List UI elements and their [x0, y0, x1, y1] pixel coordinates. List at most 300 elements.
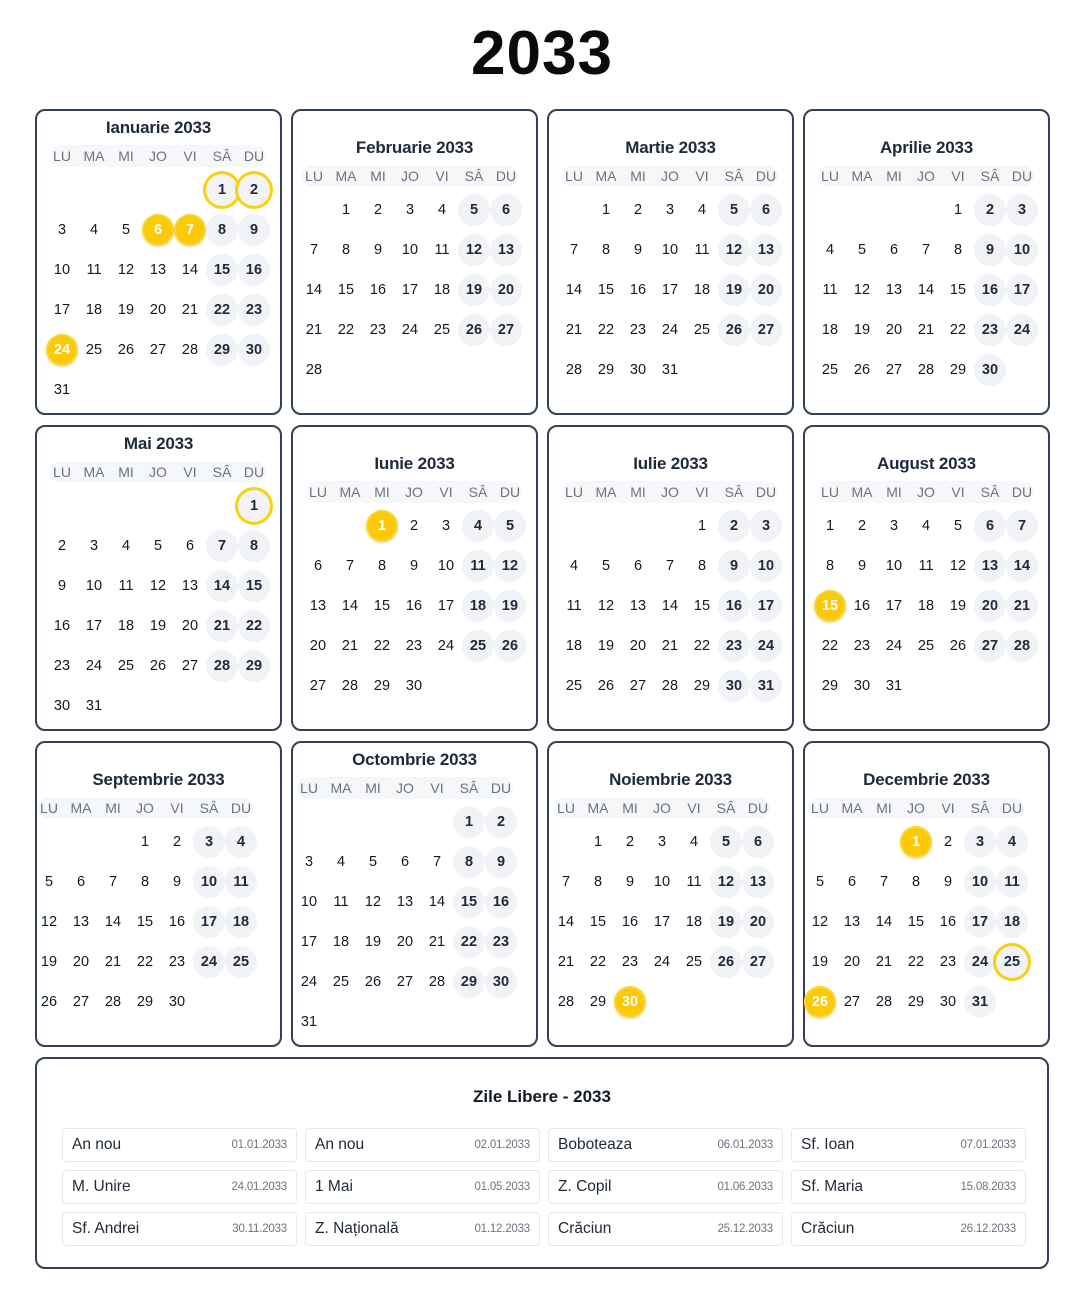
- day-cell[interactable]: 22: [589, 954, 607, 970]
- day-cell[interactable]: 18: [565, 638, 583, 654]
- day-cell[interactable]: 3: [441, 518, 451, 534]
- weekend-day-cell[interactable]: 13: [974, 550, 1006, 582]
- weekend-day-cell[interactable]: 19: [710, 906, 742, 938]
- day-cell[interactable]: 7: [665, 558, 675, 574]
- day-cell[interactable]: 3: [665, 202, 675, 218]
- weekend-day-cell[interactable]: 17: [750, 590, 782, 622]
- day-cell[interactable]: 4: [121, 538, 131, 554]
- day-cell[interactable]: 12: [949, 558, 967, 574]
- day-cell[interactable]: 18: [821, 322, 839, 338]
- day-cell[interactable]: 5: [44, 874, 54, 890]
- day-cell[interactable]: 11: [686, 874, 702, 890]
- weekend-day-cell[interactable]: 17: [964, 906, 996, 938]
- weekend-day-cell[interactable]: 29: [238, 650, 270, 682]
- weekend-day-cell[interactable]: 29: [206, 334, 238, 366]
- day-cell[interactable]: 25: [433, 322, 451, 338]
- day-cell[interactable]: 5: [857, 242, 867, 258]
- day-cell[interactable]: 11: [918, 558, 934, 574]
- day-cell[interactable]: 18: [85, 302, 103, 318]
- day-cell[interactable]: 28: [428, 974, 446, 990]
- day-cell[interactable]: 26: [149, 658, 167, 674]
- day-cell[interactable]: 21: [428, 934, 446, 950]
- day-cell[interactable]: 2: [633, 202, 643, 218]
- day-cell[interactable]: 22: [136, 954, 154, 970]
- day-cell[interactable]: 19: [364, 934, 382, 950]
- weekend-day-cell[interactable]: 10: [193, 866, 225, 898]
- day-cell[interactable]: 13: [843, 914, 861, 930]
- day-cell[interactable]: 22: [373, 638, 391, 654]
- holiday-day-cell[interactable]: 1: [238, 490, 270, 522]
- day-cell[interactable]: 31: [85, 698, 103, 714]
- day-cell[interactable]: 17: [401, 282, 419, 298]
- day-cell[interactable]: 27: [149, 342, 167, 358]
- weekend-day-cell[interactable]: 26: [718, 314, 750, 346]
- day-cell[interactable]: 26: [40, 994, 58, 1010]
- day-cell[interactable]: 22: [949, 322, 967, 338]
- day-cell[interactable]: 17: [653, 914, 671, 930]
- weekend-day-cell[interactable]: 15: [453, 886, 485, 918]
- day-cell[interactable]: 21: [181, 302, 199, 318]
- day-cell[interactable]: 5: [815, 874, 825, 890]
- weekend-day-cell[interactable]: 22: [238, 610, 270, 642]
- weekend-day-cell[interactable]: 20: [490, 274, 522, 306]
- weekend-day-cell[interactable]: 12: [710, 866, 742, 898]
- day-cell[interactable]: 10: [300, 894, 318, 910]
- weekend-day-cell[interactable]: 27: [490, 314, 522, 346]
- weekend-day-cell[interactable]: 4: [996, 826, 1028, 858]
- weekend-day-cell[interactable]: 13: [490, 234, 522, 266]
- weekend-day-cell[interactable]: 11: [462, 550, 494, 582]
- day-cell[interactable]: 15: [907, 914, 925, 930]
- day-cell[interactable]: 30: [853, 678, 871, 694]
- weekend-day-cell[interactable]: 28: [1006, 630, 1038, 662]
- holiday-day-cell[interactable]: 2: [238, 174, 270, 206]
- day-cell[interactable]: 31: [53, 382, 71, 398]
- weekend-day-cell[interactable]: 6: [974, 510, 1006, 542]
- weekend-day-cell[interactable]: 24: [1006, 314, 1038, 346]
- day-cell[interactable]: 14: [181, 262, 199, 278]
- day-cell[interactable]: 28: [305, 362, 323, 378]
- weekend-day-cell[interactable]: 3: [1006, 194, 1038, 226]
- day-cell[interactable]: 29: [373, 678, 391, 694]
- day-cell[interactable]: 23: [853, 638, 871, 654]
- day-cell[interactable]: 21: [104, 954, 122, 970]
- weekend-day-cell[interactable]: 10: [1006, 234, 1038, 266]
- day-cell[interactable]: 24: [401, 322, 419, 338]
- day-cell[interactable]: 13: [396, 894, 414, 910]
- holiday-day-cell[interactable]: 6: [142, 214, 174, 246]
- day-cell[interactable]: 8: [825, 558, 835, 574]
- day-cell[interactable]: 29: [597, 362, 615, 378]
- weekend-day-cell[interactable]: 6: [750, 194, 782, 226]
- day-cell[interactable]: 12: [597, 598, 615, 614]
- day-cell[interactable]: 1: [593, 834, 603, 850]
- day-cell[interactable]: 21: [875, 954, 893, 970]
- weekend-day-cell[interactable]: 2: [718, 510, 750, 542]
- weekend-day-cell[interactable]: 5: [718, 194, 750, 226]
- weekend-day-cell[interactable]: 18: [462, 590, 494, 622]
- day-cell[interactable]: 7: [561, 874, 571, 890]
- day-cell[interactable]: 16: [168, 914, 186, 930]
- day-cell[interactable]: 21: [565, 322, 583, 338]
- weekend-day-cell[interactable]: 5: [710, 826, 742, 858]
- day-cell[interactable]: 28: [341, 678, 359, 694]
- weekend-day-cell[interactable]: 11: [996, 866, 1028, 898]
- day-cell[interactable]: 31: [661, 362, 679, 378]
- day-cell[interactable]: 24: [885, 638, 903, 654]
- day-cell[interactable]: 1: [697, 518, 707, 534]
- day-cell[interactable]: 13: [149, 262, 167, 278]
- weekend-day-cell[interactable]: 8: [206, 214, 238, 246]
- day-cell[interactable]: 1: [825, 518, 835, 534]
- day-cell[interactable]: 10: [85, 578, 103, 594]
- day-cell[interactable]: 18: [693, 282, 711, 298]
- day-cell[interactable]: 27: [181, 658, 199, 674]
- day-cell[interactable]: 3: [889, 518, 899, 534]
- day-cell[interactable]: 10: [53, 262, 71, 278]
- weekend-day-cell[interactable]: 13: [750, 234, 782, 266]
- day-cell[interactable]: 28: [104, 994, 122, 1010]
- day-cell[interactable]: 25: [685, 954, 703, 970]
- day-cell[interactable]: 26: [853, 362, 871, 378]
- day-cell[interactable]: 7: [432, 854, 442, 870]
- weekend-day-cell[interactable]: 26: [458, 314, 490, 346]
- weekend-day-cell[interactable]: 23: [974, 314, 1006, 346]
- holiday-day-cell[interactable]: 1: [900, 826, 932, 858]
- weekend-day-cell[interactable]: 30: [485, 966, 517, 998]
- day-cell[interactable]: 19: [117, 302, 135, 318]
- day-cell[interactable]: 20: [885, 322, 903, 338]
- day-cell[interactable]: 7: [921, 242, 931, 258]
- holiday-day-cell[interactable]: 1: [366, 510, 398, 542]
- day-cell[interactable]: 17: [300, 934, 318, 950]
- day-cell[interactable]: 13: [309, 598, 327, 614]
- day-cell[interactable]: 11: [822, 282, 838, 298]
- day-cell[interactable]: 5: [601, 558, 611, 574]
- day-cell[interactable]: 16: [53, 618, 71, 634]
- day-cell[interactable]: 26: [117, 342, 135, 358]
- day-cell[interactable]: 21: [341, 638, 359, 654]
- day-cell[interactable]: 16: [405, 598, 423, 614]
- day-cell[interactable]: 13: [181, 578, 199, 594]
- weekend-day-cell[interactable]: 21: [1006, 590, 1038, 622]
- day-cell[interactable]: 8: [593, 874, 603, 890]
- day-cell[interactable]: 3: [304, 854, 314, 870]
- weekend-day-cell[interactable]: 7: [206, 530, 238, 562]
- day-cell[interactable]: 4: [689, 834, 699, 850]
- day-cell[interactable]: 6: [313, 558, 323, 574]
- day-cell[interactable]: 24: [653, 954, 671, 970]
- day-cell[interactable]: 12: [364, 894, 382, 910]
- day-cell[interactable]: 1: [140, 834, 150, 850]
- day-cell[interactable]: 19: [40, 954, 58, 970]
- day-cell[interactable]: 4: [697, 202, 707, 218]
- weekend-day-cell[interactable]: 30: [238, 334, 270, 366]
- weekend-day-cell[interactable]: 29: [453, 966, 485, 998]
- day-cell[interactable]: 24: [437, 638, 455, 654]
- weekend-day-cell[interactable]: 30: [718, 670, 750, 702]
- day-cell[interactable]: 23: [168, 954, 186, 970]
- day-cell[interactable]: 2: [857, 518, 867, 534]
- day-cell[interactable]: 10: [401, 242, 419, 258]
- weekend-day-cell[interactable]: 4: [225, 826, 257, 858]
- day-cell[interactable]: 15: [693, 598, 711, 614]
- weekend-day-cell[interactable]: 12: [458, 234, 490, 266]
- day-cell[interactable]: 13: [72, 914, 90, 930]
- day-cell[interactable]: 4: [569, 558, 579, 574]
- day-cell[interactable]: 6: [889, 242, 899, 258]
- day-cell[interactable]: 17: [437, 598, 455, 614]
- day-cell[interactable]: 22: [907, 954, 925, 970]
- day-cell[interactable]: 6: [76, 874, 86, 890]
- day-cell[interactable]: 9: [857, 558, 867, 574]
- day-cell[interactable]: 9: [625, 874, 635, 890]
- day-cell[interactable]: 25: [117, 658, 135, 674]
- weekend-day-cell[interactable]: 5: [494, 510, 526, 542]
- weekend-day-cell[interactable]: 8: [238, 530, 270, 562]
- day-cell[interactable]: 1: [341, 202, 351, 218]
- weekend-day-cell[interactable]: 21: [206, 610, 238, 642]
- weekend-day-cell[interactable]: 23: [718, 630, 750, 662]
- day-cell[interactable]: 9: [943, 874, 953, 890]
- day-cell[interactable]: 17: [85, 618, 103, 634]
- weekend-day-cell[interactable]: 30: [974, 354, 1006, 386]
- day-cell[interactable]: 8: [601, 242, 611, 258]
- day-cell[interactable]: 30: [939, 994, 957, 1010]
- day-cell[interactable]: 8: [341, 242, 351, 258]
- day-cell[interactable]: 27: [309, 678, 327, 694]
- day-cell[interactable]: 20: [843, 954, 861, 970]
- weekend-day-cell[interactable]: 17: [193, 906, 225, 938]
- day-cell[interactable]: 11: [566, 598, 582, 614]
- day-cell[interactable]: 15: [373, 598, 391, 614]
- day-cell[interactable]: 8: [377, 558, 387, 574]
- weekend-day-cell[interactable]: 31: [750, 670, 782, 702]
- day-cell[interactable]: 21: [917, 322, 935, 338]
- weekend-day-cell[interactable]: 18: [225, 906, 257, 938]
- day-cell[interactable]: 12: [811, 914, 829, 930]
- day-cell[interactable]: 12: [853, 282, 871, 298]
- day-cell[interactable]: 15: [949, 282, 967, 298]
- day-cell[interactable]: 18: [332, 934, 350, 950]
- day-cell[interactable]: 5: [153, 538, 163, 554]
- day-cell[interactable]: 29: [136, 994, 154, 1010]
- day-cell[interactable]: 25: [693, 322, 711, 338]
- day-cell[interactable]: 22: [821, 638, 839, 654]
- holiday-day-cell[interactable]: 24: [46, 334, 78, 366]
- day-cell[interactable]: 19: [811, 954, 829, 970]
- day-cell[interactable]: 10: [885, 558, 903, 574]
- day-cell[interactable]: 14: [875, 914, 893, 930]
- weekend-day-cell[interactable]: 10: [964, 866, 996, 898]
- day-cell[interactable]: 11: [86, 262, 102, 278]
- day-cell[interactable]: 18: [433, 282, 451, 298]
- weekend-day-cell[interactable]: 12: [718, 234, 750, 266]
- day-cell[interactable]: 19: [853, 322, 871, 338]
- holiday-day-cell[interactable]: 7: [174, 214, 206, 246]
- day-cell[interactable]: 29: [949, 362, 967, 378]
- weekend-day-cell[interactable]: 6: [742, 826, 774, 858]
- day-cell[interactable]: 14: [305, 282, 323, 298]
- day-cell[interactable]: 5: [953, 518, 963, 534]
- weekend-day-cell[interactable]: 2: [974, 194, 1006, 226]
- weekend-day-cell[interactable]: 9: [974, 234, 1006, 266]
- day-cell[interactable]: 19: [597, 638, 615, 654]
- day-cell[interactable]: 7: [309, 242, 319, 258]
- weekend-day-cell[interactable]: 10: [750, 550, 782, 582]
- day-cell[interactable]: 2: [373, 202, 383, 218]
- holiday-day-cell[interactable]: 26: [804, 986, 836, 1018]
- day-cell[interactable]: 22: [693, 638, 711, 654]
- day-cell[interactable]: 15: [589, 914, 607, 930]
- day-cell[interactable]: 25: [565, 678, 583, 694]
- day-cell[interactable]: 2: [57, 538, 67, 554]
- day-cell[interactable]: 29: [589, 994, 607, 1010]
- day-cell[interactable]: 12: [149, 578, 167, 594]
- day-cell[interactable]: 9: [409, 558, 419, 574]
- day-cell[interactable]: 16: [629, 282, 647, 298]
- day-cell[interactable]: 26: [949, 638, 967, 654]
- weekend-day-cell[interactable]: 16: [718, 590, 750, 622]
- day-cell[interactable]: 12: [117, 262, 135, 278]
- day-cell[interactable]: 23: [629, 322, 647, 338]
- day-cell[interactable]: 17: [661, 282, 679, 298]
- day-cell[interactable]: 27: [396, 974, 414, 990]
- weekend-day-cell[interactable]: 19: [494, 590, 526, 622]
- weekend-day-cell[interactable]: 20: [974, 590, 1006, 622]
- day-cell[interactable]: 25: [917, 638, 935, 654]
- weekend-day-cell[interactable]: 14: [1006, 550, 1038, 582]
- weekend-day-cell[interactable]: 16: [974, 274, 1006, 306]
- day-cell[interactable]: 6: [633, 558, 643, 574]
- day-cell[interactable]: 4: [89, 222, 99, 238]
- weekend-day-cell[interactable]: 22: [453, 926, 485, 958]
- day-cell[interactable]: 24: [661, 322, 679, 338]
- day-cell[interactable]: 9: [57, 578, 67, 594]
- day-cell[interactable]: 6: [847, 874, 857, 890]
- holiday-day-cell[interactable]: 15: [814, 590, 846, 622]
- day-cell[interactable]: 18: [917, 598, 935, 614]
- day-cell[interactable]: 9: [373, 242, 383, 258]
- day-cell[interactable]: 20: [396, 934, 414, 950]
- day-cell[interactable]: 29: [693, 678, 711, 694]
- weekend-day-cell[interactable]: 3: [193, 826, 225, 858]
- day-cell[interactable]: 14: [557, 914, 575, 930]
- day-cell[interactable]: 25: [332, 974, 350, 990]
- day-cell[interactable]: 6: [400, 854, 410, 870]
- day-cell[interactable]: 19: [949, 598, 967, 614]
- day-cell[interactable]: 28: [875, 994, 893, 1010]
- day-cell[interactable]: 11: [694, 242, 710, 258]
- day-cell[interactable]: 7: [345, 558, 355, 574]
- weekend-day-cell[interactable]: 11: [225, 866, 257, 898]
- weekend-day-cell[interactable]: 7: [1006, 510, 1038, 542]
- weekend-day-cell[interactable]: 26: [710, 946, 742, 978]
- day-cell[interactable]: 23: [939, 954, 957, 970]
- day-cell[interactable]: 2: [172, 834, 182, 850]
- day-cell[interactable]: 18: [685, 914, 703, 930]
- day-cell[interactable]: 1: [953, 202, 963, 218]
- day-cell[interactable]: 22: [337, 322, 355, 338]
- weekend-day-cell[interactable]: 28: [206, 650, 238, 682]
- day-cell[interactable]: 4: [921, 518, 931, 534]
- day-cell[interactable]: 16: [369, 282, 387, 298]
- day-cell[interactable]: 17: [53, 302, 71, 318]
- day-cell[interactable]: 23: [369, 322, 387, 338]
- weekend-day-cell[interactable]: 27: [974, 630, 1006, 662]
- day-cell[interactable]: 29: [907, 994, 925, 1010]
- day-cell[interactable]: 19: [149, 618, 167, 634]
- weekend-day-cell[interactable]: 8: [453, 846, 485, 878]
- day-cell[interactable]: 23: [53, 658, 71, 674]
- day-cell[interactable]: 4: [825, 242, 835, 258]
- weekend-day-cell[interactable]: 23: [238, 294, 270, 326]
- weekend-day-cell[interactable]: 16: [485, 886, 517, 918]
- weekend-day-cell[interactable]: 31: [964, 986, 996, 1018]
- day-cell[interactable]: 25: [85, 342, 103, 358]
- day-cell[interactable]: 18: [117, 618, 135, 634]
- day-cell[interactable]: 15: [136, 914, 154, 930]
- day-cell[interactable]: 30: [629, 362, 647, 378]
- day-cell[interactable]: 24: [85, 658, 103, 674]
- day-cell[interactable]: 27: [72, 994, 90, 1010]
- day-cell[interactable]: 22: [597, 322, 615, 338]
- day-cell[interactable]: 16: [853, 598, 871, 614]
- weekend-day-cell[interactable]: 16: [238, 254, 270, 286]
- weekend-day-cell[interactable]: 9: [485, 846, 517, 878]
- weekend-day-cell[interactable]: 19: [718, 274, 750, 306]
- day-cell[interactable]: 7: [108, 874, 118, 890]
- day-cell[interactable]: 8: [953, 242, 963, 258]
- weekend-day-cell[interactable]: 15: [238, 570, 270, 602]
- day-cell[interactable]: 28: [557, 994, 575, 1010]
- day-cell[interactable]: 14: [428, 894, 446, 910]
- day-cell[interactable]: 31: [300, 1014, 318, 1030]
- weekend-day-cell[interactable]: 17: [1006, 274, 1038, 306]
- weekend-day-cell[interactable]: 18: [996, 906, 1028, 938]
- day-cell[interactable]: 10: [661, 242, 679, 258]
- day-cell[interactable]: 27: [885, 362, 903, 378]
- day-cell[interactable]: 16: [621, 914, 639, 930]
- weekend-day-cell[interactable]: 20: [750, 274, 782, 306]
- day-cell[interactable]: 26: [597, 678, 615, 694]
- weekend-day-cell[interactable]: 4: [462, 510, 494, 542]
- day-cell[interactable]: 20: [181, 618, 199, 634]
- day-cell[interactable]: 20: [309, 638, 327, 654]
- day-cell[interactable]: 2: [409, 518, 419, 534]
- holiday-day-cell[interactable]: 30: [614, 986, 646, 1018]
- day-cell[interactable]: 27: [629, 678, 647, 694]
- day-cell[interactable]: 23: [405, 638, 423, 654]
- day-cell[interactable]: 13: [629, 598, 647, 614]
- day-cell[interactable]: 4: [336, 854, 346, 870]
- weekend-day-cell[interactable]: 2: [485, 806, 517, 838]
- day-cell[interactable]: 10: [437, 558, 455, 574]
- day-cell[interactable]: 30: [168, 994, 186, 1010]
- day-cell[interactable]: 3: [657, 834, 667, 850]
- day-cell[interactable]: 21: [661, 638, 679, 654]
- day-cell[interactable]: 14: [341, 598, 359, 614]
- day-cell[interactable]: 24: [300, 974, 318, 990]
- day-cell[interactable]: 20: [149, 302, 167, 318]
- day-cell[interactable]: 23: [621, 954, 639, 970]
- holiday-day-cell[interactable]: 25: [996, 946, 1028, 978]
- day-cell[interactable]: 6: [185, 538, 195, 554]
- day-cell[interactable]: 7: [879, 874, 889, 890]
- weekend-day-cell[interactable]: 19: [458, 274, 490, 306]
- day-cell[interactable]: 11: [118, 578, 134, 594]
- weekend-day-cell[interactable]: 24: [750, 630, 782, 662]
